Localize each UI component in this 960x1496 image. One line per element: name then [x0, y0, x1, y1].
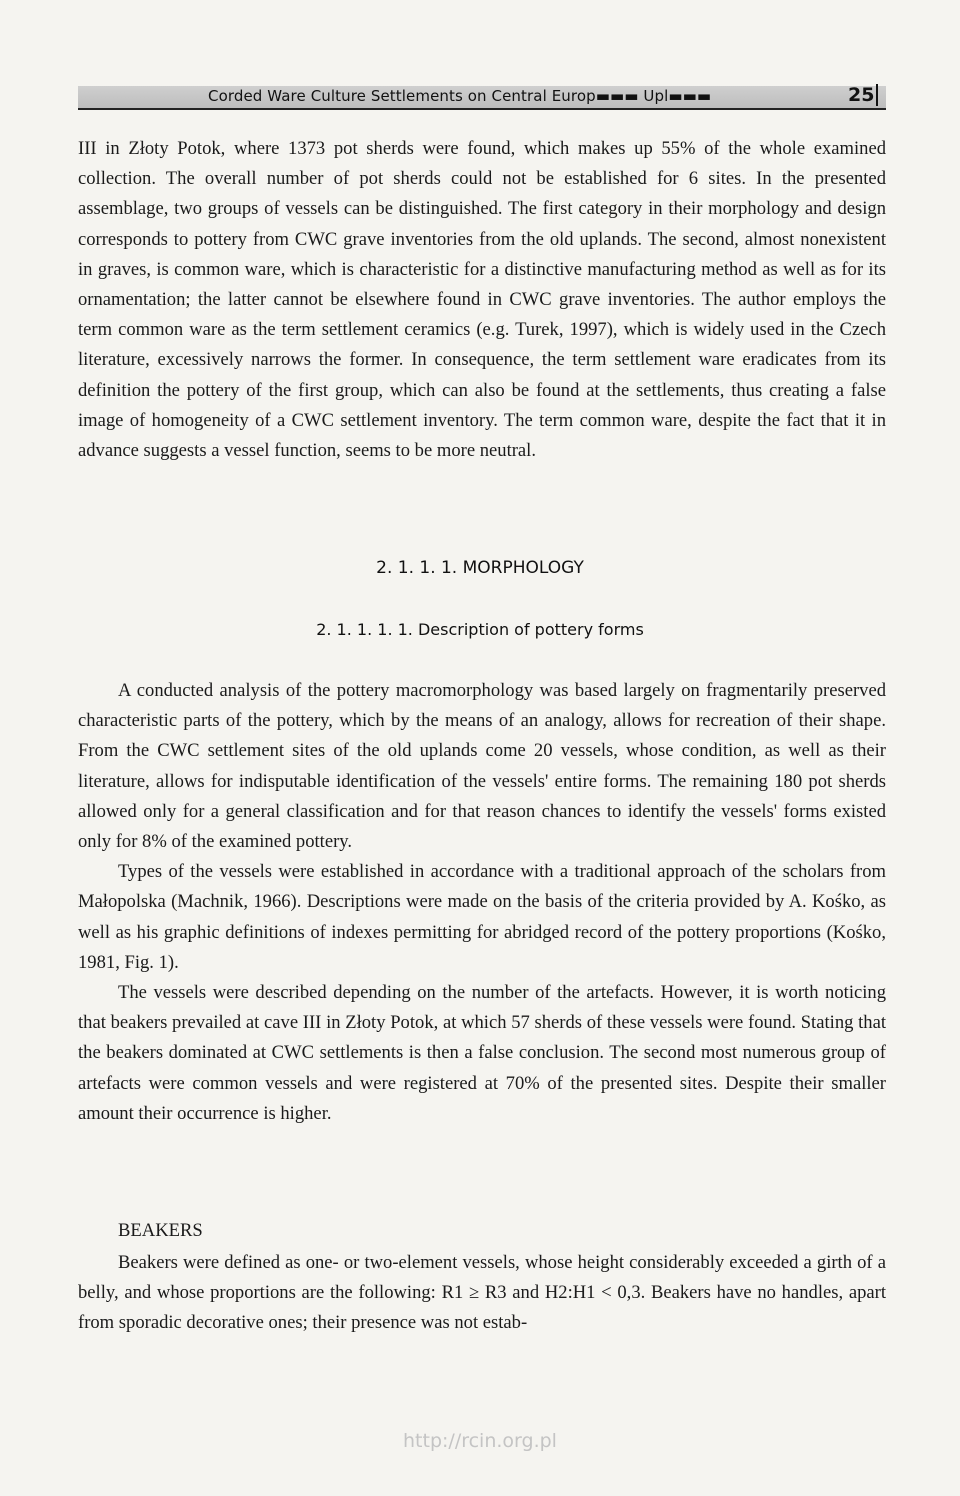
intro-paragraph: III in Złoty Potok, where 1373 pot sherds were found, which makes up 55% of the whole examined collection. The overall number of pot sherds could not be established for 6 sites. In the presented assemblage, two groups of vessels can be distinguished. The first category in their morphology and design corresponds to pottery from CWC grave inventories from the old uplands. The second, almost nonexistent in graves, is common ware, which is characteristic for a distinctive manufacturing method as well as for its ornamentation; the latter cannot be elsewhere found in CWC grave inventories. The author employs the term common ware as the term settlement ceramics (e.g. Turek, 1997), which is widely used in the Czech literature, excessively narrows the former. In consequence, the term settlement ware eradicates from its definition the pottery of the first group, which can also be found at the settlements, thus creating a false image of homogeneity of a CWC settlement inventory. The term common ware, despite the fact that it in advance suggests a vessel function, seems to be more neutral.	[78, 138, 886, 462]
subsection-heading: 2. 1. 1. 1. 1. Description of pottery forms	[316, 620, 644, 639]
page-number: 25	[848, 84, 878, 106]
paragraph: The vessels were described depending on the number of the artefacts. However, it is worth noticing that beakers prevailed at cave III in Złoty Potok, at which 57 sherds of these vessels were found. Stating that the beakers dominated at CWC settlements is then a false conclusion. The second most numerous group of artefacts were common vessels and were registered at 70% of the presented sites. Despite their smaller amount their occurrence is higher.	[78, 982, 886, 1124]
beakers-paragraph: Beakers were defined as one- or two-element vessels, whose height considerably exceeded a girth of a belly, and whose proportions are the following: R1 ≥ R3 and H2:H1 < 0,3. Beakers have no handles, apart from sporadic decorative ones; their presence was not estab-	[78, 1252, 886, 1334]
intro-text-block	[78, 134, 886, 466]
beakers-text-block	[78, 1248, 886, 1339]
main-text-block	[78, 676, 886, 1129]
paragraph: A conducted analysis of the pottery macromorphology was based largely on fragmentarily preserved characteristic parts of the pottery, which by the means of an analogy, allows for recreation of their shape. From the CWC settlement sites of the old uplands come 20 vessels, whose condition, as well as their literature, allows for indisputable identification of the vessels' entire forms. The remaining 180 pot sherds allowed only for a general classification and for that reason chances to identify the vessels' forms existed only for 8% of the examined pottery.	[78, 680, 886, 853]
paragraph: Types of the vessels were established in accordance with a traditional approach of the scholars from Małopolska (Machnik, 1966). Descriptions were made on the basis of the criteria provided by A. Kośko, as well as his graphic definitions of indexes permitting for abridged record of the pottery proportions (Kośko, 1981, Fig. 1).	[78, 861, 886, 973]
footer-watermark-url: http://rcin.org.pl	[403, 1430, 557, 1452]
beakers-heading: BEAKERS	[118, 1220, 203, 1241]
running-header-title: Corded Ware Culture Settlements on Central Europ▬▬▬ Upl▬▬▬	[208, 87, 712, 105]
section-heading: 2. 1. 1. 1. MORPHOLOGY	[376, 558, 584, 578]
